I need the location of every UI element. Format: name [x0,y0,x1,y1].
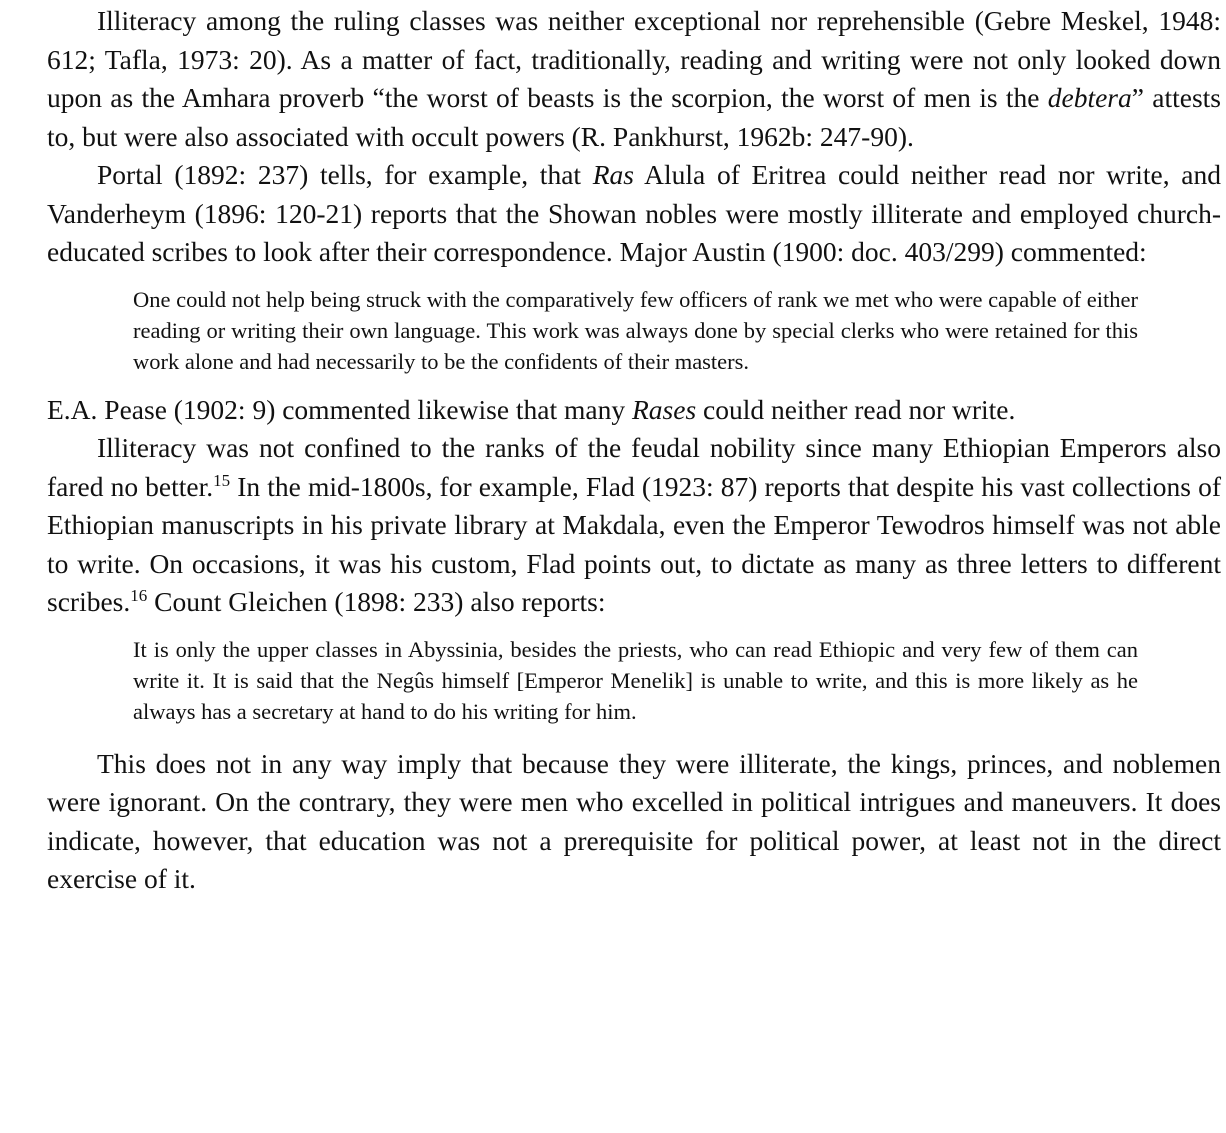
paragraph-illiteracy-ruling-classes [47,2,1221,156]
document-page [47,0,1221,899]
paragraph-text: Illiteracy was not confined to the ranks of the feudal nobility since many Ethiopian Emperors also fared no better. [47,432,1221,502]
paragraph-text: Illiteracy among the ruling classes was neither exceptional nor reprehensible (Gebre Meskel, 1948: 612; Tafla, 1973: 20). As a matter of fact, traditionally, reading and writing were not only looked down upon as the Amhara proverb “the worst of beasts is the scorpion, the worst of men is the [47,5,1221,113]
paragraph-text: E.A. Pease (1902: 9) commented likewise that many [47,393,632,425]
italic-term-debtera: debtera [1047,82,1132,113]
paragraph-text: Alula of Eritrea could neither read nor write, and Vanderheym (1896: 120-21) reports that the Showan nobles were mostly illiterate and employed church-educated scribes to look after their correspondence. Major Austin (1900: doc. 403/299) commented: [47,159,1221,267]
paragraph-text: Count Gleichen (1898: 233) also reports: [147,586,606,617]
italic-term-rases: Rases [632,393,697,425]
paragraph-conclusion: This does not in any way imply that because they were illiterate, the kings, princes, and noblemen were ignorant. On the contrary, they were men who excelled in political intrigues and maneuvers. It does indicate, however, that education was not a prerequisite for political power, at least not in the direct exercise of it. [47,747,1221,894]
paragraph-pease [47,391,1221,430]
paragraph-portal-vanderheym [47,156,1221,272]
paragraph-text: Portal (1892: 237) tells, for example, that [97,159,593,190]
paragraph-text: could neither read nor write. [696,393,1016,425]
footnote-marker-16: 16 [130,586,148,605]
block-quote-austin: One could not help being struck with the comparatively few officers of rank we met who were capable of either reading or writing their own language. This work was always done by special clerks who were retained for this work alone and had necessarily to be the confidents of their masters. [133,286,1138,374]
paragraph-text: In the mid-1800s, for example, Flad (1923: 87) reports that despite his vast collections of Ethiopian manuscripts in his private library at Makdala, even the Emperor Tewodros himself was not able to write. On occasions, it was his custom, Flad points out, to dictate as many as three letters to different scribes. [47,470,1221,617]
block-quote-gleichen: It is only the upper classes in Abyssinia, besides the priests, who can read Ethiopic and very few of them can write it. It is said that the Negûs himself [Emperor Menelik] is unable to write, and this is more likely as he always has a secretary at hand to do his writing for him. [133,636,1138,724]
footnote-marker-15: 15 [213,470,231,490]
italic-term-ras: Ras [592,159,634,190]
paragraph-emperors-illiteracy [47,429,1221,622]
paragraph-text: ” attests to, but were also associated with occult powers (R. Pankhurst, 1962b: 247-90). [47,82,1221,152]
